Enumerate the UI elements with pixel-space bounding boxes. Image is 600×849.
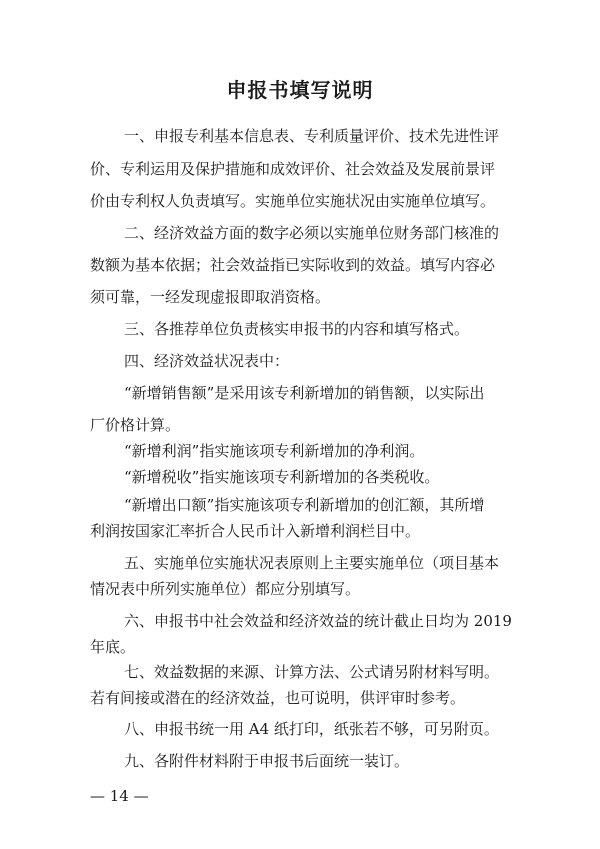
text-line: 一、申报专利基本信息表、专利质量评价、技术先进性评 [124, 127, 500, 145]
text-line: 年底。 [90, 638, 136, 656]
text-line: “新增税收”指实施该项专利新增加的各类税收。 [124, 468, 440, 486]
text-line: 厂价格计算。 [90, 416, 181, 434]
text-line: 二、经济效益方面的数字必须以实施单位财务部门核准的 [124, 224, 500, 242]
text-line: 价由专利权人负责填写。实施单位实施状况由实施单位填写。 [90, 192, 496, 210]
text-line: “新增利润”指实施该项专利新增加的净利润。 [124, 442, 425, 460]
text-line: 情况表中所列实施单位）都应分别填写。 [90, 580, 361, 598]
text-line: 九、各附件材料附于申报书后面统一装订。 [124, 752, 410, 770]
text-line: 六、申报书中社会效益和经济效益的统计截止日均为 2019 [124, 612, 512, 630]
text-line: “新增销售额”是采用该专利新增加的销售额，以实际出 [124, 384, 485, 402]
text-line: 五、实施单位实施状况表原则上主要实施单位（项目基本 [124, 554, 500, 572]
page-title: 申报书填写说明 [226, 78, 374, 102]
text-line: 七、效益数据的来源、计算方法、公式请另附材料写明。 [124, 663, 500, 681]
text-line: 数额为基本依据；社会效益指已实际收到的效益。填写内容必 [90, 256, 496, 274]
text-line: 若有间接或潜在的经济效益，也可说明，供评审时参考。 [90, 689, 466, 707]
text-line: 须可靠，一经发现虚报即取消资格。 [90, 288, 331, 306]
text-line: 四、经济效益状况表中： [124, 352, 290, 370]
text-line: 价、专利运用及保护措施和成效评价、社会效益及发展前景评 [90, 160, 496, 178]
page-number: — 14 — [90, 787, 149, 805]
text-line: “新增出口额”指实施该项专利新增加的创汇额，其所增 [124, 496, 485, 514]
text-line: 三、各推荐单位负责核实申报书的内容和填写格式。 [124, 320, 470, 338]
text-line: 八、申报书统一用 A4 纸打印，纸张若不够，可另附页。 [124, 720, 499, 738]
text-line: 利润按国家汇率折合人民币计入新增利润栏目中。 [90, 522, 421, 540]
